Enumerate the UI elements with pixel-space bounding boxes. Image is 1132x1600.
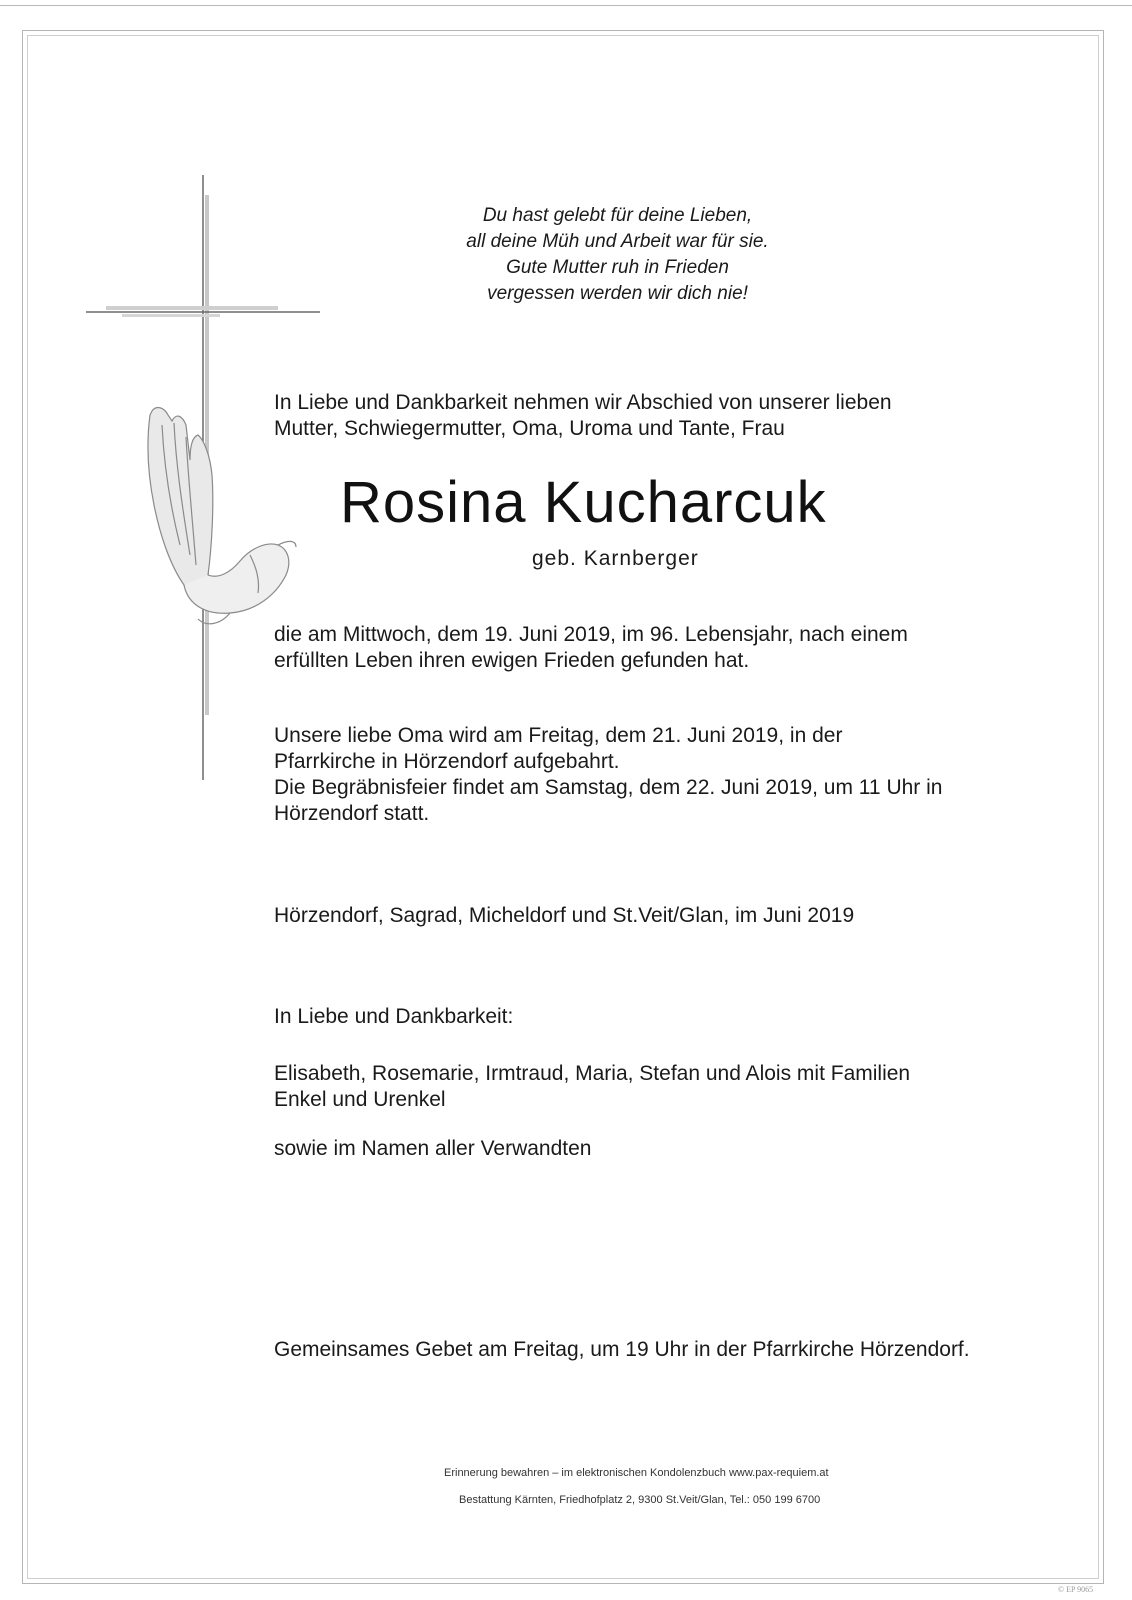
intro-line: In Liebe und Dankbarkeit nehmen wir Abschied von unserer lieben <box>274 391 892 414</box>
death-notice-line: die am Mittwoch, dem 19. Juni 2019, im 96. Lebensjahr, nach einem <box>274 623 908 646</box>
funeral-info-line: Die Begräbnisfeier findet am Samstag, dem 22. Juni 2019, um 11 Uhr in <box>274 776 943 799</box>
mourners-line: Enkel und Urenkel <box>274 1088 446 1111</box>
reference-code: © EP 9065 <box>1058 1585 1094 1594</box>
poem-line: vergessen werden wir dich nie! <box>487 283 748 304</box>
mourners-list <box>274 1061 910 1113</box>
funeral-info-line: Pfarrkirche in Hörzendorf aufgebahrt. <box>274 750 620 773</box>
top-rule <box>0 5 1132 6</box>
funeral-info-line: Hörzendorf statt. <box>274 802 430 825</box>
place-and-date: Hörzendorf, Sagrad, Micheldorf und St.Veit/Glan, im Juni 2019 <box>274 904 855 927</box>
deceased-name: Rosina Kucharcuk <box>340 470 827 535</box>
poem-line: Du hast gelebt für deine Lieben, <box>482 205 753 226</box>
poem-line: Gute Mutter ruh in Frieden <box>506 257 729 278</box>
thanks-heading: In Liebe und Dankbarkeit: <box>274 1005 514 1028</box>
mourners-line: Elisabeth, Rosemarie, Irmtraud, Maria, Stefan und Alois mit Familien <box>274 1062 911 1085</box>
death-notice-line: erfüllten Leben ihren ewigen Frieden gefunden hat. <box>274 649 750 672</box>
prayer-notice: Gemeinsames Gebet am Freitag, um 19 Uhr in der Pfarrkirche Hörzendorf. <box>274 1338 970 1361</box>
funeral-info <box>274 723 1014 827</box>
intro-line: Mutter, Schwiegermutter, Oma, Uroma und Tante, Frau <box>274 417 785 440</box>
farewell-intro <box>274 390 1014 442</box>
poem-line: all deine Müh und Arbeit war für sie. <box>466 231 769 252</box>
footer-condolence-book: Erinnerung bewahren – im elektronischen Kondolenzbuch www.pax-requiem.at <box>444 1467 829 1479</box>
relatives-line: sowie im Namen aller Verwandten <box>274 1137 592 1160</box>
birth-name: geb. Karnberger <box>532 547 699 570</box>
death-notice <box>274 622 1014 674</box>
funeral-info-line: Unsere liebe Oma wird am Freitag, dem 21. Juni 2019, in der <box>274 724 843 747</box>
cross-icon <box>80 175 340 795</box>
footer-funeral-home: Bestattung Kärnten, Friedhofplatz 2, 9300 St.Veit/Glan, Tel.: 050 199 6700 <box>459 1494 821 1506</box>
memorial-poem <box>440 203 795 307</box>
